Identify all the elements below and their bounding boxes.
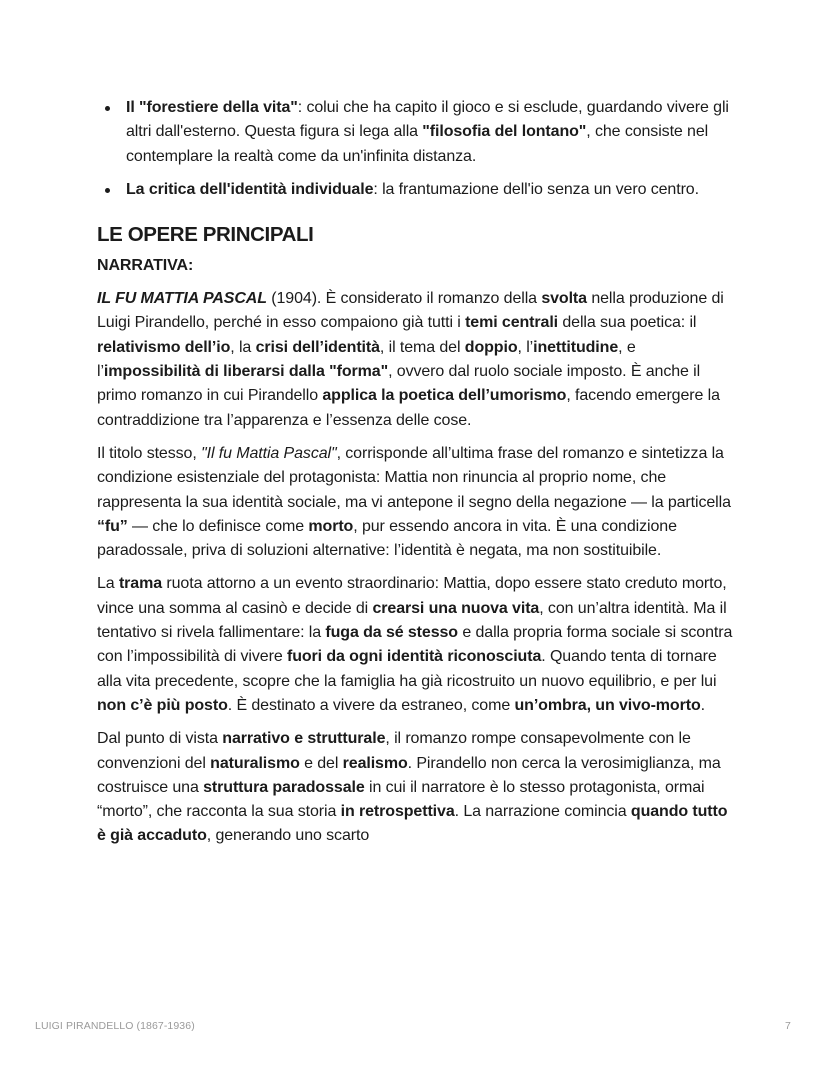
- bold-text-run: “fu”: [97, 517, 128, 535]
- text-run: , facendo emergere la contraddizione tra l’apparenza e l’essenza delle cose.: [97, 387, 720, 429]
- bold-text-run: crisi dell’identità: [255, 338, 380, 356]
- page-number: 7: [785, 1020, 791, 1032]
- paragraph-mattia-pascal-intro: [97, 287, 737, 433]
- text-run: e del: [299, 754, 343, 772]
- bold-text-run: trama: [118, 575, 163, 593]
- bold-text-run: fuori da ogni identità riconosciuta: [286, 648, 542, 666]
- bold-text-run: svolta: [541, 290, 587, 308]
- text-run: Il titolo stesso,: [97, 444, 202, 462]
- bold-text-run: applica la poetica dell’umorismo: [322, 387, 567, 405]
- bold-text-run: realismo: [342, 754, 408, 772]
- bold-text-run: naturalismo: [210, 754, 300, 772]
- text-run: Dal punto di vista: [97, 730, 223, 748]
- section-heading: LE OPERE PRINCIPALI: [97, 223, 314, 247]
- paragraph-structure: [97, 727, 737, 848]
- text-run: ruota attorno a un evento straordinario: Mattia, dopo essere stato creduto morto, vince una somma al casinò e decide di: [97, 575, 727, 617]
- paragraph-title-meaning: [97, 442, 737, 563]
- text-run: della sua poetica: il: [558, 314, 697, 332]
- bold-text-run: "filosofia del lontano": [422, 123, 587, 141]
- subsection-heading: NARRATIVA:: [97, 257, 194, 275]
- text-run: , corrisponde all’ultima frase del romanzo e sintetizza la condizione esistenziale del protagonista: Mattia non rinuncia al proprio nome, che rappresenta la sua identità sociale, ma vi antepone il segno della negazione — la particella: [97, 444, 731, 511]
- text-run: , il romanzo rompe consapevolmente con le convenzioni del: [97, 730, 691, 772]
- theme-bullet-list: [97, 96, 737, 202]
- text-run: (1904). È considerato il romanzo della: [266, 290, 542, 308]
- bold-text-run: narrativo e strutturale: [222, 730, 386, 748]
- bullet-item: [97, 96, 737, 169]
- text-run: in cui il narratore è lo stesso protagonista, ormai “morto”, che racconta la sua storia: [97, 778, 705, 821]
- bold-text-run: fuga da sé stesso: [325, 624, 458, 642]
- text-run: La: [97, 575, 119, 593]
- bold-text-run: Il "forestiere della vita": [126, 99, 298, 116]
- text-run: , l’: [517, 338, 534, 356]
- bold-text-run: IL FU MATTIA PASCAL: [97, 290, 267, 308]
- bold-text-run: struttura paradossale: [203, 778, 365, 796]
- text-run: . È destinato a vivere da estraneo, come: [227, 696, 515, 714]
- bold-text-run: non c’è più posto: [97, 696, 228, 714]
- bullet-item: [97, 178, 737, 202]
- text-run: . La narrazione comincia: [454, 803, 631, 821]
- bold-text-run: crearsi una nuova vita: [372, 599, 540, 617]
- document-page: [97, 96, 737, 858]
- bullet-dot-icon: [105, 106, 110, 111]
- text-run: nella produzione di Luigi Pirandello, perché in esso compaiono già tutti i: [97, 290, 724, 332]
- text-run: : la frantumazione dell'io senza un vero centro.: [373, 180, 699, 198]
- text-run: — che lo definisce come: [127, 517, 309, 535]
- text-run: , la: [230, 338, 256, 356]
- bold-text-run: in retrospettiva: [340, 803, 455, 821]
- bold-text-run: doppio: [464, 338, 518, 356]
- text-run: , generando uno scarto: [206, 827, 370, 845]
- text-run: .: [700, 696, 705, 714]
- bold-text-run: quando tutto è già accaduto: [97, 803, 728, 845]
- bold-text-run: temi centrali: [465, 314, 559, 332]
- bold-text-run: La critica dell'identità individuale: [126, 180, 374, 198]
- text-run: , ovvero dal ruolo sociale imposto. È anche il primo romanzo in cui Pirandello: [97, 363, 701, 405]
- bold-text-run: morto: [308, 517, 354, 535]
- text-run: , con un’altra identità. Ma il tentativo si rivela fallimentare: la: [97, 599, 727, 642]
- bold-text-run: inettitudine: [533, 338, 619, 356]
- text-run: . Pirandello non cerca la verosimiglianza, ma costruisce una: [97, 754, 721, 796]
- text-run: . Quando tenta di tornare alla vita precedente, scopre che la famiglia ha già ricostruito un nuovo equilibrio, e per lui: [97, 648, 717, 690]
- text-run: , e l’: [97, 338, 636, 381]
- text-run: e dalla propria forma sociale si scontra con l’impossibilità di vivere: [97, 624, 733, 666]
- bold-text-run: un’ombra, un vivo-morto: [514, 696, 701, 714]
- text-run: , il tema del: [379, 338, 465, 356]
- bullet-dot-icon: [105, 188, 110, 193]
- text-run: , che consiste nel contemplare la realtà come da un'infinita distanza.: [126, 123, 709, 165]
- text-run: : colui che ha capito il gioco e si esclude, guardando vivere gli altri dall'esterno. Questa figura si lega alla: [126, 99, 729, 141]
- paragraph-plot: [97, 572, 737, 718]
- bold-text-run: relativismo dell’io: [97, 338, 231, 356]
- running-footer-title: LUIGI PIRANDELLO (1867-1936): [35, 1020, 195, 1032]
- text-run: , pur essendo ancora in vita. È una condizione paradossale, priva di soluzioni alternative: l’identità è negata, ma non sostituibile.: [97, 517, 677, 560]
- italic-text-run: "Il fu Mattia Pascal": [201, 444, 337, 462]
- bold-text-run: impossibilità di liberarsi dalla "forma": [103, 363, 389, 381]
